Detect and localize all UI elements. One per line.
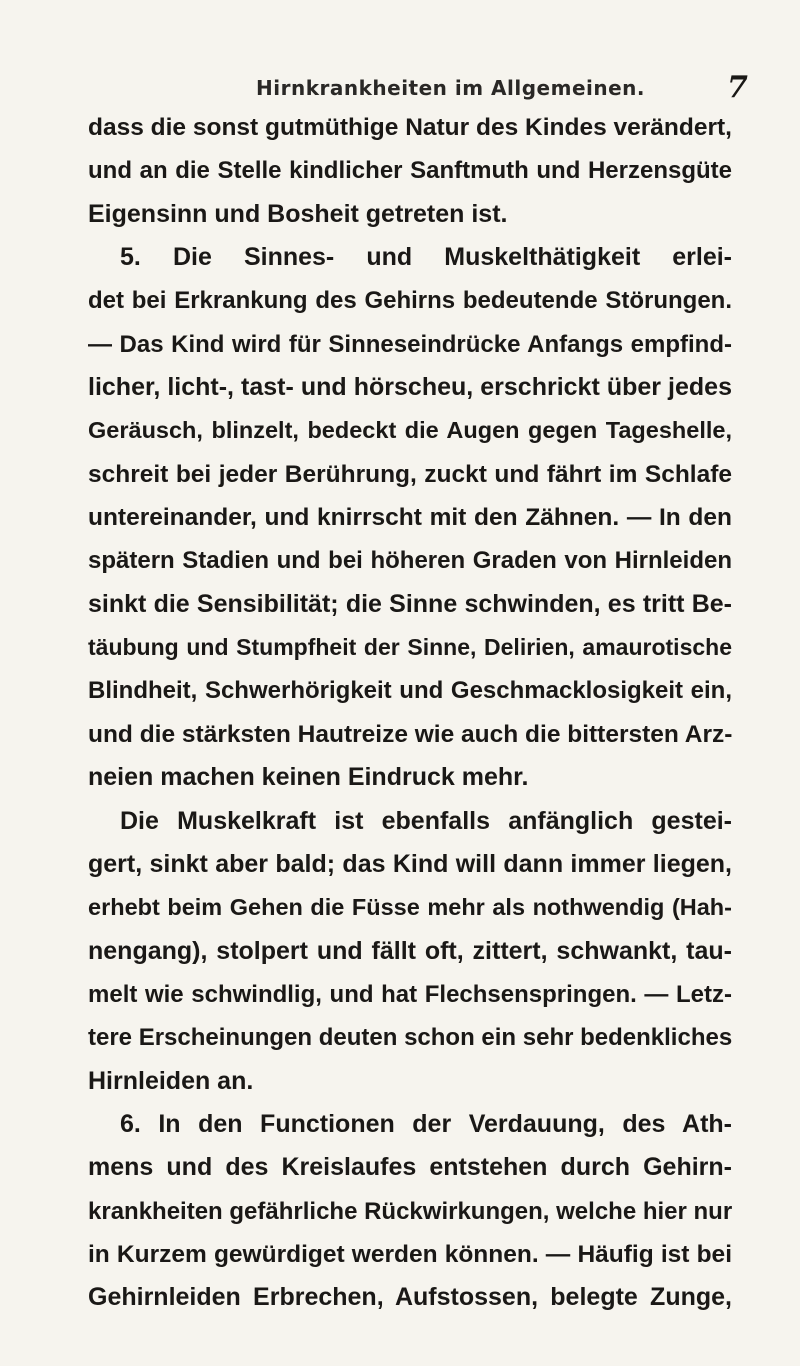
text-line: 6. In den Functionen der Verdauung, des Ath-: [120, 1109, 732, 1138]
running-head: [0, 70, 800, 110]
text-line: Blindheit, Schwerhörigkeit und Geschmacklosigkeit ein,: [88, 677, 732, 705]
text-line: Eigensinn und Bosheit getreten ist.: [88, 199, 508, 228]
text-line: 5. Die Sinnes- und Muskelthätigkeit erlei-: [120, 243, 732, 272]
text-line: — Das Kind wird für Sinneseindrücke Anfangs empfind-: [88, 330, 732, 358]
text-line: nengang), stolpert und fällt oft, zittert, schwankt, tau-: [88, 936, 732, 965]
text-line: licher, licht-, tast- und hörscheu, erschrickt über jedes: [88, 373, 732, 402]
text-line: Gehirnleiden Erbrechen, Aufstossen, belegte Zunge,: [88, 1283, 732, 1312]
text-line: spätern Stadien und bei höheren Graden von Hirnleiden: [88, 547, 732, 575]
text-line: Die Muskelkraft ist ebenfalls anfänglich gestei-: [120, 806, 732, 835]
text-line: schreit bei jeder Berührung, zuckt und fährt im Schlafe: [88, 460, 732, 488]
text-line: krankheiten gefährliche Rückwirkungen, welche hier nur: [88, 1197, 733, 1225]
text-line: Geräusch, blinzelt, bedeckt die Augen gegen Tageshelle,: [88, 417, 732, 444]
text-line: und an die Stelle kindlicher Sanftmuth und Herzensgüte: [88, 157, 732, 185]
text-line: dass die sonst gutmüthige Natur des Kindes verändert,: [88, 114, 732, 141]
text-line: gert, sinkt aber bald; das Kind will dann immer liegen,: [88, 849, 732, 878]
text-line: und die stärksten Hautreize wie auch die bittersten Arz-: [88, 720, 733, 748]
text-line: melt wie schwindlig, und hat Flechsenspringen. — Letz-: [88, 980, 732, 1008]
text-line: neien machen keinen Eindruck mehr.: [88, 763, 529, 792]
text-line: mens und des Kreislaufes entstehen durch Gehirn-: [88, 1153, 732, 1182]
text-line: sinkt die Sensibilität; die Sinne schwinden, es tritt Be-: [88, 589, 732, 618]
text-line: erhebt beim Gehen die Füsse mehr als nothwendig (Hah-: [88, 894, 732, 921]
text-line: in Kurzem gewürdiget werden können. — Häufig ist bei: [88, 1240, 732, 1268]
running-head-title: Hirnkrankheiten im Allgemeinen.: [256, 76, 646, 100]
text-line: det bei Erkrankung des Gehirns bedeutende Störungen.: [88, 287, 732, 315]
body-text: [88, 106, 732, 1320]
text-line: untereinander, und knirrscht mit den Zähnen. — In den: [88, 504, 732, 532]
page-number: 7: [727, 70, 748, 105]
text-line: täubung und Stumpfheit der Sinne, Delirien, amaurotische: [88, 634, 732, 661]
text-line: tere Erscheinungen deuten schon ein sehr bedenkliches: [88, 1024, 733, 1052]
text-line: Hirnleiden an.: [88, 1066, 254, 1095]
